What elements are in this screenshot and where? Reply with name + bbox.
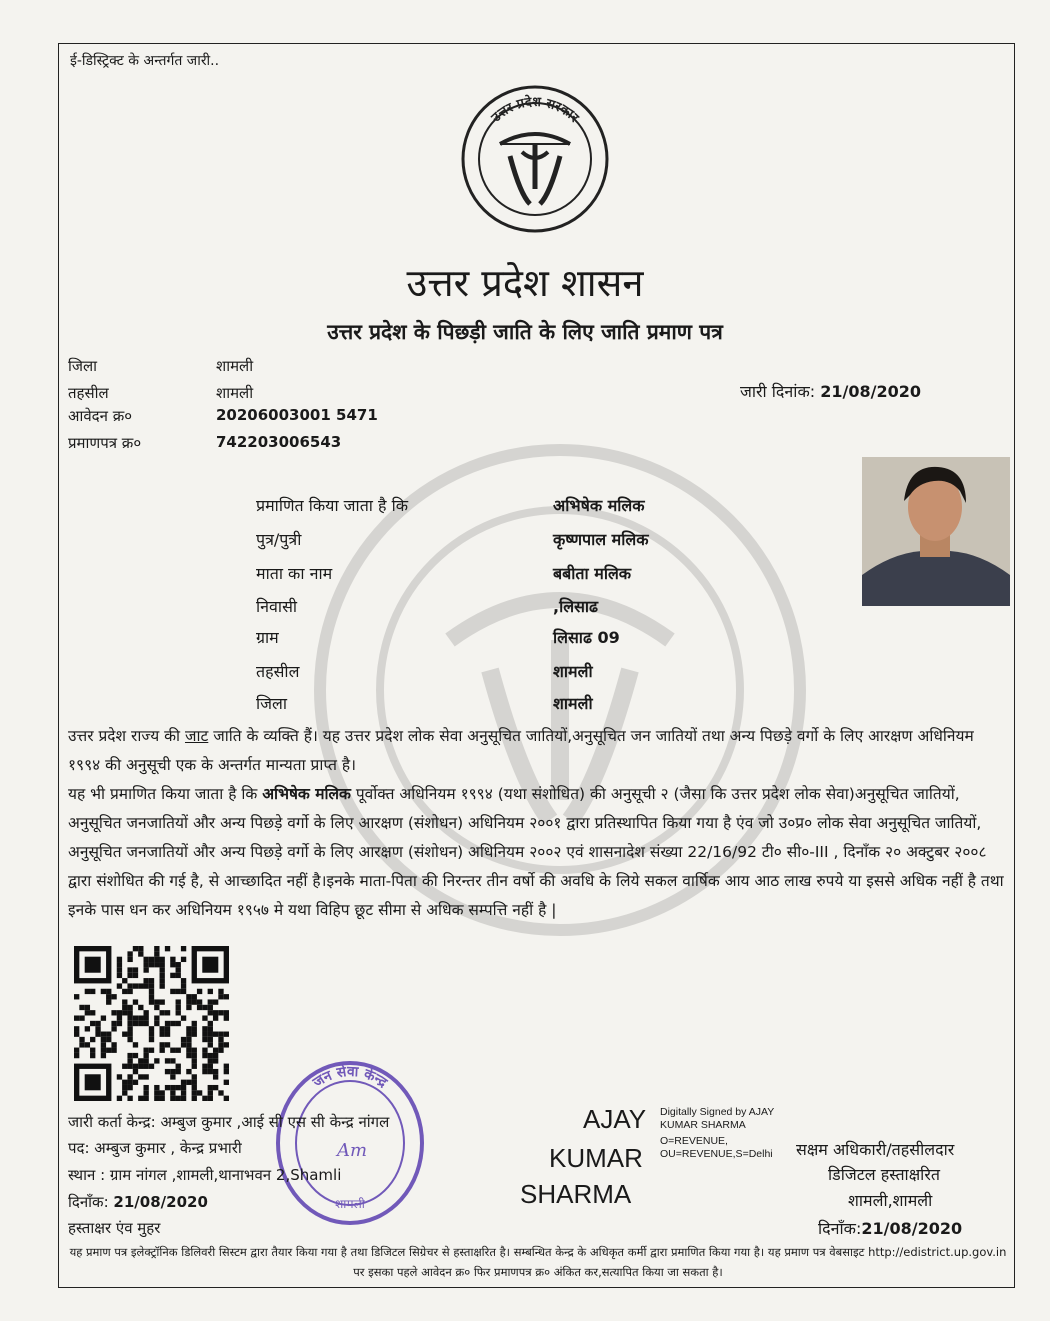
- authority-date: [818, 1217, 962, 1239]
- issuer-date: [68, 1192, 208, 1212]
- para1-pre: उत्तर प्रदेश राज्य की: [68, 727, 185, 745]
- issuer-date-value: 21/08/2020: [113, 1193, 208, 1211]
- authority-line3: शामली,शामली: [848, 1191, 933, 1210]
- detail-value-resident: ,लिसाढ: [553, 597, 599, 616]
- detail-label-son-daughter: पुत्र/पुत्री: [256, 530, 302, 549]
- meta-value-application-no: 20206003001 5471: [216, 406, 378, 424]
- digital-sign-name-3: SHARMA: [520, 1179, 632, 1209]
- footer-note: यह प्रमाण पत्र इलेक्ट्रॉनिक डिलिवरी सिस्टम द्वारा तैयार किया गया है तथा डिजिटल सिग्रेचर से हस्ताक्षरित है। सम्बन्धित केन्द्र के अधिकृत कर्मी द्वारा प्रमाणित किया गया है। यह प्रमाण पत्र वेबसाइट http://edistrict.up.gov.in पर इसका पहले आवेदन क्र० फिर प्रमाणपत्र क्र० अंकित कर,सत्यापित किया जा सकता है।: [69, 1245, 1007, 1279]
- meta-label-tehsil: तहसील: [68, 384, 109, 402]
- digital-sign-name-1: AJAY: [583, 1104, 647, 1134]
- issuer-sign-label: हस्ताक्षर एंव मुहर: [68, 1219, 161, 1237]
- detail-label-mother: माता का नाम: [256, 564, 333, 583]
- para2-post: पूर्वोक्त अधिनियम १९९४ (यथा संशोधित) की अनुसूची २ (जैसा कि उत्तर प्रदेश लोक सेवा)अनुसूचित जातियों, अनुसूचित जनजातियों और अन्य पिछड़े वर्गो के लिए आरक्षण (संशोधन) अधिनियम २००१ द्वारा प्रतिस्थापित किया गया है एंव जो उ०प्र० लोक सेवा अनुसूचित जातियों, अनुसूचित जनजातियों और अन्य पिछड़े वर्गो के लिए आरक्षण (संशोधन) अधिनियम २००२ एवं शासनादेश संख्या 22/16/92 टी० सी०-III , दिनाँक २० अक्टुबर २००८ द्वारा संशोधित की गई है, से आच्छादित नहीं है।इनके माता-पिता की निरन्तर तीन वर्षो की अवधि के लिये सकल वार्षिक आय आठ लाख रुपये या इससे अधिक नहीं है तथा इनके पास धन कर अधिनियम १९५७ मे यथा विहिप छूट सीमा से अधिक सम्पत्ति नहीं है |: [68, 785, 1004, 919]
- issue-date: [740, 380, 921, 402]
- detail-value-tehsil: शामली: [553, 662, 593, 681]
- header-note: ई-डिस्ट्रिक्ट के अन्तर्गत जारी..: [70, 53, 220, 69]
- meta-label-district: जिला: [68, 357, 98, 375]
- stamp-bottom-text: शामली: [335, 1197, 365, 1211]
- authority-line2: डिजिटल हस्ताक्षरित: [828, 1165, 940, 1184]
- detail-label-village: ग्राम: [256, 628, 279, 647]
- para2-name: अभिषेक मलिक: [262, 785, 351, 803]
- caste-paragraph: [68, 722, 1008, 780]
- detail-value-village: लिसाढ 09: [553, 628, 620, 647]
- authority-line1: सक्षम अधिकारी/तहसीलदार: [796, 1140, 955, 1159]
- meta-value-district: शामली: [216, 357, 254, 375]
- digital-sign-info: Digitally Signed by AJAY KUMAR SHARMA: [660, 1106, 775, 1131]
- detail-label-resident: निवासी: [256, 597, 298, 616]
- detail-value-mother: बबीता मलिक: [553, 564, 632, 583]
- caste-name: जाट: [184, 727, 209, 745]
- detail-value-father: कृष्णपाल मलिक: [553, 530, 649, 549]
- digital-sign-name-2: KUMAR: [549, 1143, 643, 1173]
- detail-label-district: जिला: [256, 694, 288, 713]
- meta-label-application-no: आवेदन क्र०: [68, 407, 133, 425]
- issuer-center: जारी कर्ता केन्द्र: अम्बुज कुमार ,आई सी एस सी केन्द्र नांगल: [68, 1113, 390, 1131]
- detail-label-certified: प्रमाणित किया जाता है कि: [256, 496, 409, 515]
- para1-post: जाति के व्यक्ति हैं। यह उत्तर प्रदेश लोक सेवा अनुसूचित जातियों,अनुसूचित जन जातियों तथा अन्य पिछड़े वर्गो के लिए आरक्षण अधिनियम १९९४ की अनुसूची एक के अन्तर्गत मान्यता प्राप्त है।: [68, 727, 974, 774]
- meta-value-certificate-no: 742203006543: [216, 433, 342, 451]
- meta-value-tehsil: शामली: [216, 384, 254, 402]
- authority-date-label: दिनाँक:: [818, 1219, 862, 1238]
- issue-date-value: 21/08/2020: [820, 382, 921, 401]
- para2-pre: यह भी प्रमाणित किया जाता है कि: [68, 785, 263, 803]
- issuer-place: स्थान : ग्राम नांगल ,शामली,थानाभवन 2,Shamli: [68, 1166, 342, 1184]
- issuer-post: पद: अम्बुज कुमार , केन्द्र प्रभारी: [68, 1139, 242, 1157]
- detail-value-district: शामली: [553, 694, 593, 713]
- certification-paragraph: [68, 780, 1008, 925]
- page-subtitle: उत्तर प्रदेश के पिछड़ी जाति के लिए जाति प्रमाण पत्र: [327, 320, 723, 344]
- stamp-signature: Am: [336, 1140, 368, 1161]
- issuer-date-label: दिनाँक:: [68, 1193, 109, 1211]
- applicant-photo: [862, 457, 1010, 606]
- svg-text:उत्तर प्रदेश सरकार: उत्तर प्रदेश सरकार: [488, 94, 582, 126]
- issue-date-label: जारी दिनांक:: [740, 382, 816, 401]
- seal-stamp-icon: [272, 1058, 428, 1228]
- up-govt-emblem-icon: [460, 84, 610, 234]
- page-title: उत्तर प्रदेश शासन: [406, 261, 644, 305]
- stamp-text: जन सेवा केन्द्र: [310, 1063, 390, 1092]
- digital-sign-dn: O=REVENUE, OU=REVENUE,S=Delhi: [660, 1135, 773, 1160]
- meta-label-certificate-no: प्रमाणपत्र क्र०: [68, 434, 142, 452]
- authority-date-value: 21/08/2020: [861, 1219, 963, 1238]
- qr-code: [74, 946, 229, 1101]
- detail-label-tehsil: तहसील: [256, 662, 300, 681]
- detail-value-name: अभिषेक मलिक: [553, 496, 645, 515]
